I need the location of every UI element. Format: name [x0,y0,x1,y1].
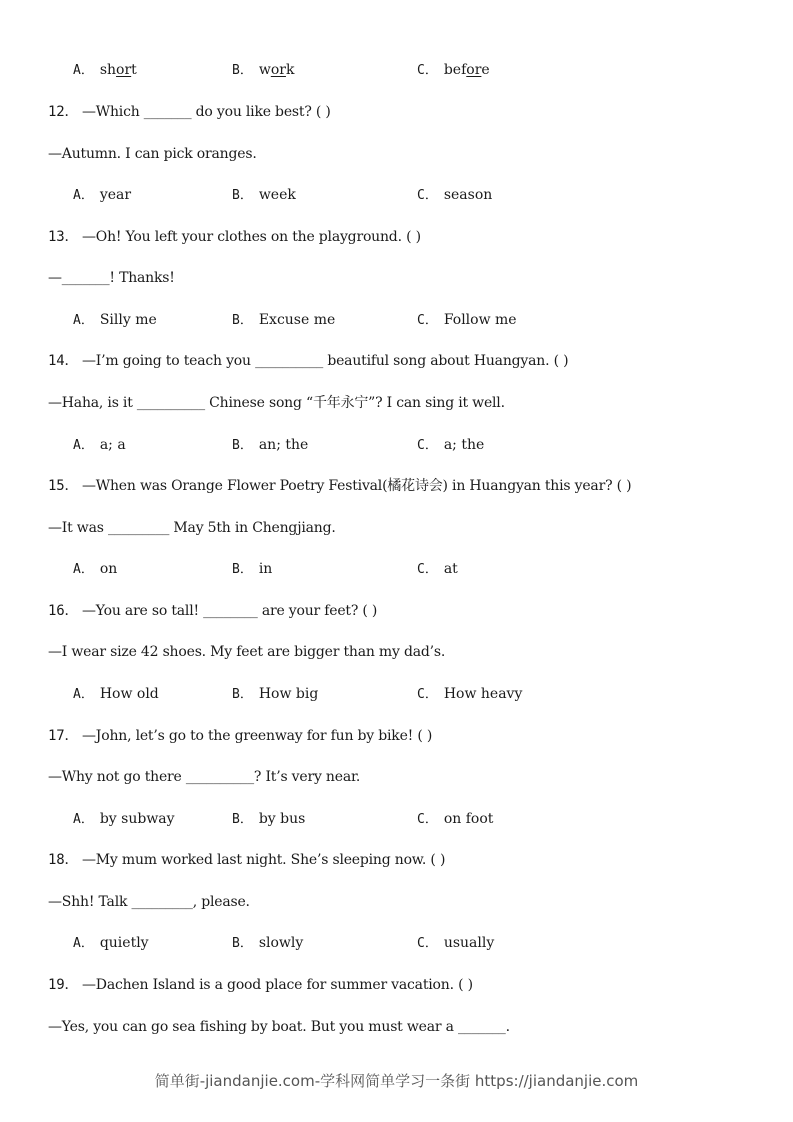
option-letter: B． [232,811,253,827]
option-c [417,186,492,205]
question-text: —I’m going to teach you __________ beautiful song about Huangyan. ( ) [82,353,569,370]
question-text: —When was Orange Flower Poetry Festival(橘花诗会) in Huangyan this year? ( ) [82,478,632,495]
option-letter: A． [73,188,94,204]
option-a [73,311,157,330]
question-stem [48,602,377,620]
option-text: Follow me [443,311,517,328]
option-letter: C． [417,562,438,578]
question-number: 14． [48,353,79,370]
question-number: 13． [48,228,79,245]
option-letter: C． [417,188,438,204]
question-text: —Oh! You left your clothes on the playground. ( ) [82,228,421,245]
question-number: 19． [48,976,79,993]
option-letter: C． [417,687,438,702]
question-text: —John, let’s go to the greenway for fun by bike! ( ) [82,727,433,744]
option-b [232,436,308,455]
option-b [232,685,318,704]
option-letter: C． [417,936,438,952]
option-letter: B． [232,188,253,204]
option-c [417,810,493,829]
answer-line: —Yes, you can go sea fishing by boat. But you must wear a _______. [48,1018,510,1035]
option-letter: C． [417,811,438,827]
option-text: How big [258,686,319,702]
option-text: Excuse me [258,311,336,328]
option-text: by subway [99,810,175,827]
option-text: in [258,561,273,578]
option-letter: A． [73,312,94,328]
option-text: on foot [443,810,494,827]
option-text: How old [99,686,159,702]
question-number: 15． [48,478,79,495]
option-letter: A． [73,811,94,827]
question-stem [48,976,473,994]
option-c [417,934,494,953]
q11-option-c: C． before [417,62,490,78]
option-c [417,685,522,704]
option-b [232,810,305,829]
answer-line: —Haha, is it __________ Chinese song “千年永宁”? I can sing it well. [48,395,505,411]
option-letter: B． [232,437,253,453]
option-letter: A． [73,562,94,578]
option-c [417,436,484,455]
question-text: —Dachen Island is a good place for summer vacation. ( ) [82,976,473,993]
answer-line: —_______! Thanks! [48,270,175,287]
option-a [73,436,126,455]
question-stem [48,352,568,370]
question-stem [48,727,432,745]
option-text: a; the [443,436,485,453]
answer-line: —Why not go there __________? It’s very near. [48,769,361,786]
answer-line: —Autumn. I can pick oranges. [48,145,257,162]
option-text: an; the [258,436,309,453]
option-letter: C． [417,312,438,328]
option-text: How heavy [443,686,523,702]
question-text: —Which _______ do you like best? ( ) [82,104,331,120]
question-stem [48,477,631,495]
answer-line: —Shh! Talk _________, please. [48,893,250,910]
option-a [73,934,149,953]
q11-option-a: A． short [73,62,137,78]
question-text: —My mum worked last night. She’s sleeping now. ( ) [82,852,446,869]
option-text: Silly me [99,311,157,328]
option-text: by bus [258,810,306,827]
question-stem [48,103,331,121]
option-text: season [443,187,493,204]
question-stem [48,228,421,246]
option-a [73,186,131,205]
question-number: 17． [48,727,79,744]
option-text: at [443,561,458,578]
option-letter: B． [232,562,253,578]
option-letter: C． [417,437,438,453]
option-letter: B． [232,312,253,328]
option-letter: A． [73,437,94,453]
option-letter: A． [73,687,94,702]
q11-option-b: B． work [232,62,295,78]
option-b [232,560,272,579]
question-stem [48,851,445,869]
option-letter: B． [232,936,253,952]
option-letter: B． [232,687,253,702]
question-text: —You are so tall! ________ are your feet? ( ) [82,602,378,619]
answer-line: —I wear size 42 shoes. My feet are bigger than my dad’s. [48,644,446,661]
option-text: slowly [258,935,304,952]
question-number: 18． [48,852,79,869]
question-number: 16． [48,602,79,619]
option-b [232,186,296,205]
option-c [417,311,517,330]
option-text: week [258,187,296,204]
option-b [232,934,303,953]
question-number: 12． [48,104,79,120]
option-text: quietly [99,935,149,952]
footer-watermark: 简单街-jiandanjie.com-学科网简单学习一条街 https://jiandanjie.com [154,1072,639,1090]
option-b [232,311,335,330]
option-text: usually [443,935,495,952]
option-c [417,560,458,579]
answer-line: —It was _________ May 5th in Chengjiang. [48,519,336,536]
option-text: on [99,561,118,578]
option-a [73,810,175,829]
option-a [73,685,159,704]
option-a [73,560,117,579]
option-text: year [99,187,132,204]
option-letter: A． [73,936,94,952]
option-text: a; a [99,436,126,453]
